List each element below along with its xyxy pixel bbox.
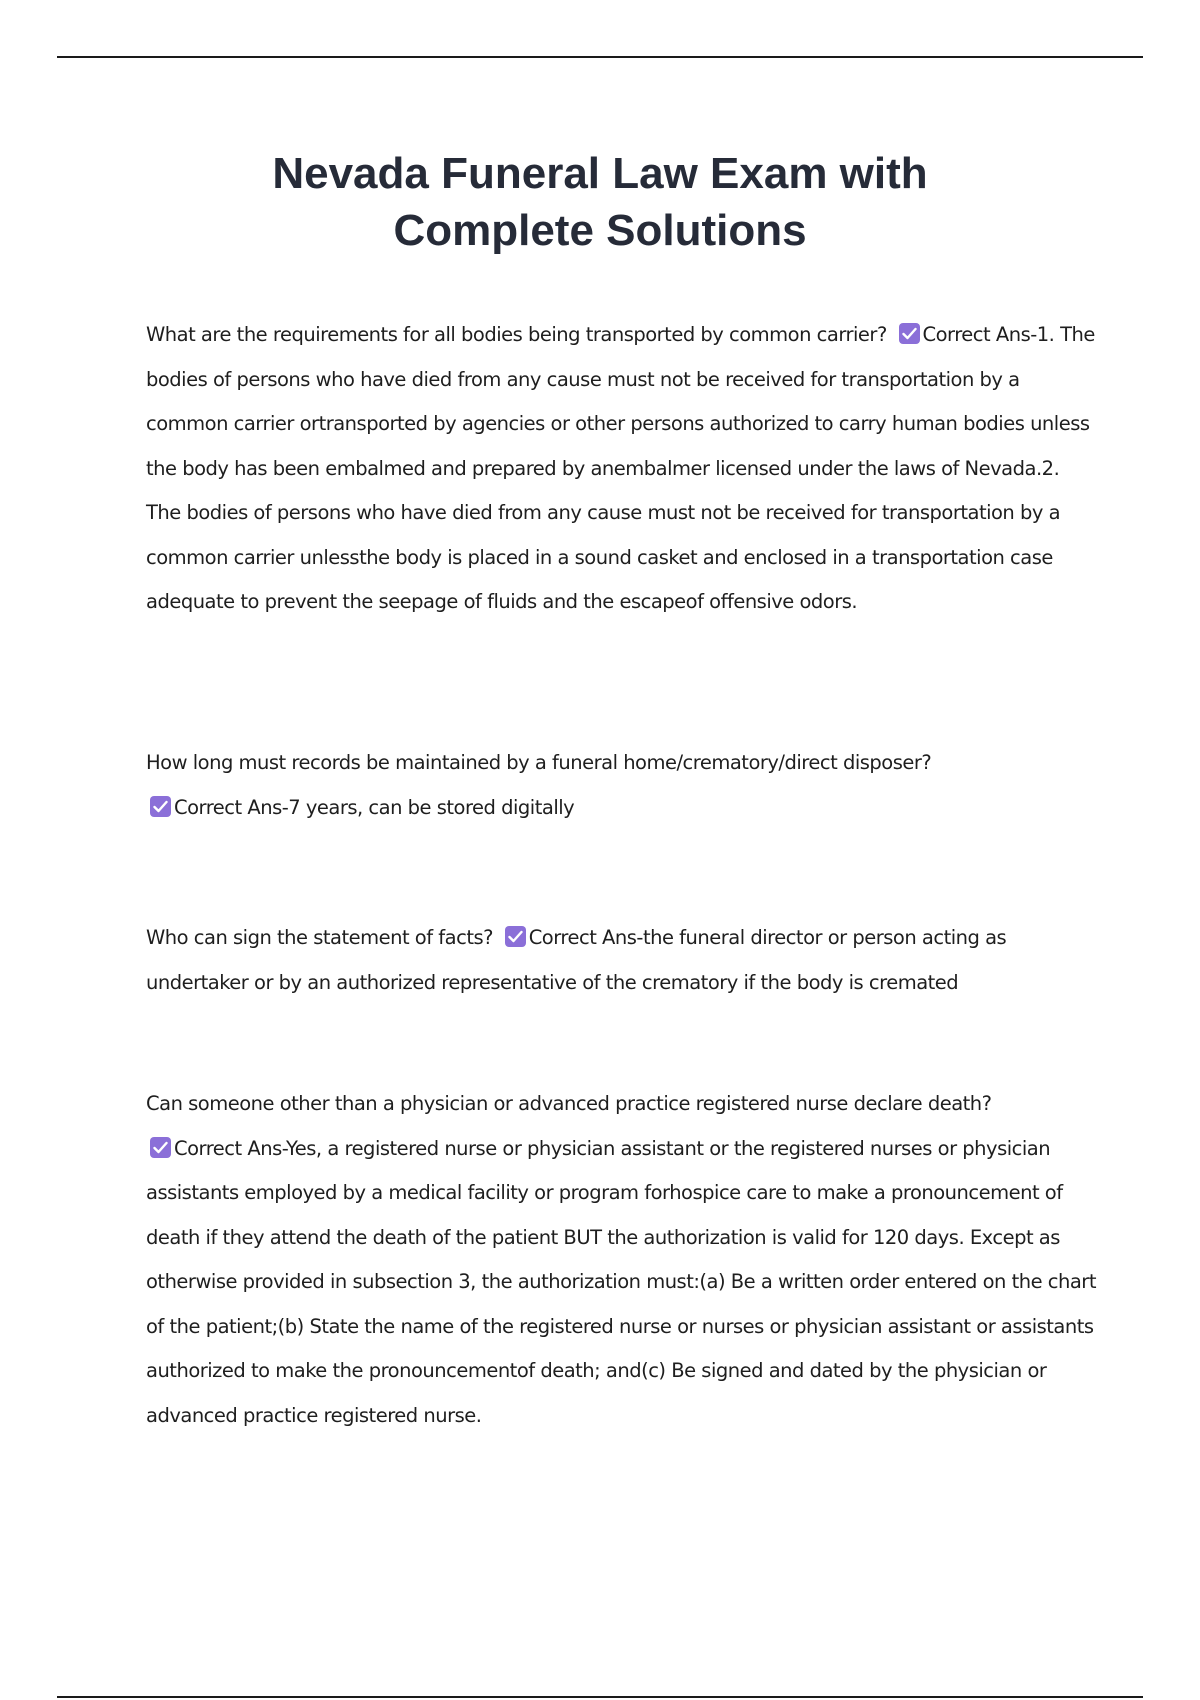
qa-paragraph [146,916,1096,1005]
header-rule [57,56,1143,58]
question-text: How long must records be maintained by a funeral home/crematory/direct disposer? [146,751,932,774]
qa-paragraph [146,313,1096,625]
answer-line [146,786,1096,831]
checkbox-checked-icon [505,926,526,947]
checkbox-checked-icon [150,1137,171,1158]
answer-text: Correct Ans-7 years, can be stored digitally [174,795,575,819]
answer-line [146,1127,1096,1439]
qa-list [146,313,1096,1438]
question-text: What are the requirements for all bodies being transported by common carrier? [146,323,893,346]
answer-text: Correct Ans-Yes, a registered nurse or physician assistant or the registered nurses or physician assistants employed by a medical facility or program forhospice care to make a pronouncement of death if they attend the death of the patient BUT the authorization is valid for 120 days. Except as otherwise provided in subsection 3, the authorization must:(a) Be a written order entered on the chart of the patient;(b) State the name of the registered nurse or nurses or physician assistant or assistants authorized to make the pronouncementof death; and(c) Be signed and dated by the physician or advanced practice registered nurse. [146,1136,1096,1427]
qa-item-3 [146,916,1096,1082]
answer-text: Correct Ans-the funeral director or person acting as undertaker or by an authorized representative of the crematory if the body is cremated [146,926,1007,994]
qa-item-2 [146,741,1096,916]
checkbox-checked-icon [899,323,920,344]
document-title [100,145,1100,259]
qa-item-4 [146,1082,1096,1438]
footer-rule [57,1696,1143,1698]
qa-item-1 [146,313,1096,741]
question-text: Can someone other than a physician or advanced practice registered nurse declare death? [146,1092,992,1115]
answer-text: Correct Ans-1. The bodies of persons who have died from any cause must not be received for transportation by a common carrier ortransported by agencies or other persons authorized to carry human bodies unless the body has been embalmed and prepared by anembalmer licensed under the laws of Nevada.2. The bodies of persons who have died from any cause must not be received for transportation by a common carrier unlessthe body is placed in a sound casket and enclosed in a transportation case adequate to prevent the seepage of fluids and the escapeof offensive odors. [146,323,1095,613]
title-line-1: Nevada Funeral Law Exam with [272,149,928,198]
question-text: Who can sign the statement of facts? [146,926,499,949]
checkbox-checked-icon [150,796,171,817]
title-line-2: Complete Solutions [393,206,807,255]
